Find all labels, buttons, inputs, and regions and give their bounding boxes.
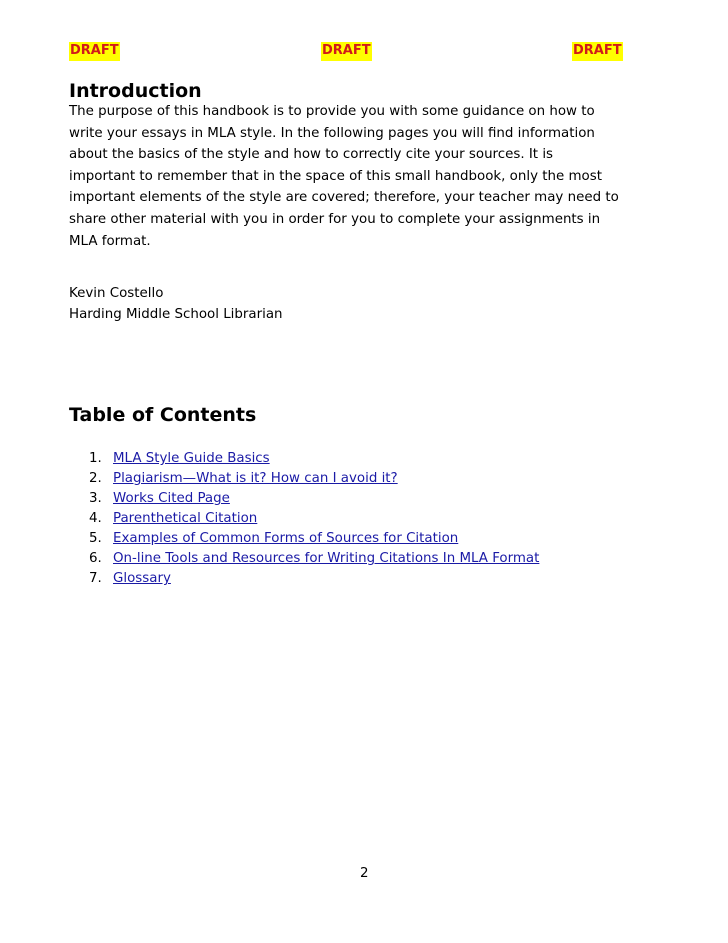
toc-link-works-cited-page[interactable]: Works Cited Page (113, 491, 230, 506)
table-of-contents-heading: Table of Contents (69, 404, 257, 426)
toc-item-number: 5. (89, 531, 102, 546)
toc-item-number: 6. (89, 551, 102, 566)
toc-item (69, 509, 539, 529)
paragraph-line: about the basics of the style and how to correctly cite your sources. It is (69, 147, 554, 163)
paragraph-line: write your essays in MLA style. In the following pages you will find information (69, 125, 595, 141)
draft-label-center: DRAFT (321, 42, 372, 61)
draft-watermark-row (69, 42, 629, 62)
toc-item-number: 2. (89, 471, 102, 486)
toc-item-number: 4. (89, 511, 102, 526)
toc-item-number: 1. (89, 451, 102, 466)
toc-link-examples-of-sources[interactable]: Examples of Common Forms of Sources for Citation (113, 531, 459, 546)
author-signature (69, 283, 283, 325)
paragraph-line: MLA format. (69, 233, 151, 249)
toc-link-plagiarism[interactable]: Plagiarism—What is it? How can I avoid it? (113, 471, 398, 486)
page-number: 2 (360, 866, 369, 881)
toc-item (69, 529, 539, 549)
author-name: Kevin Costello (69, 286, 164, 301)
draft-label-left: DRAFT (69, 42, 120, 61)
introduction-heading: Introduction (69, 80, 202, 102)
toc-item-number: 3. (89, 491, 102, 506)
toc-link-glossary[interactable]: Glossary (113, 571, 171, 586)
author-title: Harding Middle School Librarian (69, 307, 283, 322)
paragraph-line: important elements of the style are covered; therefore, your teacher may need to (69, 190, 619, 206)
paragraph-line: The purpose of this handbook is to provide you with some guidance on how to (69, 104, 595, 119)
toc-item (69, 449, 539, 469)
toc-link-parenthetical-citation[interactable]: Parenthetical Citation (113, 511, 258, 526)
paragraph-line: important to remember that in the space of this small handbook, only the most (69, 168, 602, 184)
toc-item (69, 489, 539, 509)
toc-item (69, 469, 539, 489)
paragraph-line: share other material with you in order for you to complete your assignments in (69, 211, 601, 227)
toc-item-number: 7. (89, 571, 102, 586)
introduction-paragraph (69, 101, 669, 252)
toc-link-mla-style-guide-basics[interactable]: MLA Style Guide Basics (113, 451, 270, 466)
toc-item (69, 569, 539, 589)
toc-link-online-tools[interactable]: On-line Tools and Resources for Writing Citations In MLA Format (113, 551, 540, 566)
table-of-contents-list (69, 449, 539, 589)
toc-item (69, 549, 539, 569)
draft-label-right: DRAFT (572, 42, 623, 61)
